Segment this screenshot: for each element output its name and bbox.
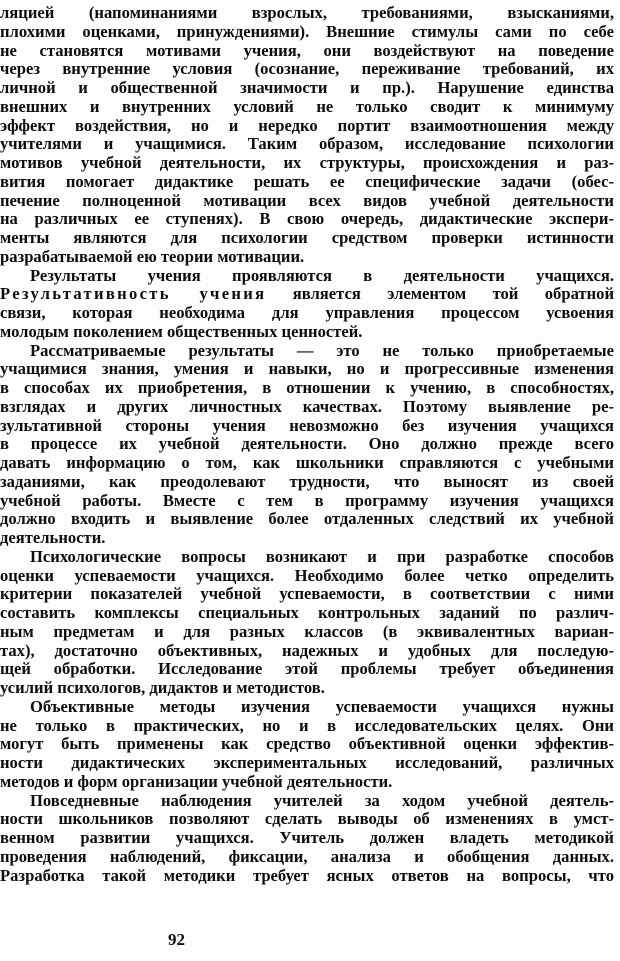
text-line: щей обработки. Исследование этой проблемы требует объединения [0, 659, 614, 679]
body-text [0, 4, 614, 885]
text-line: критерии показателей учебной успеваемости, в соответствии с ними [0, 584, 614, 604]
text-line: проведения наблюдений, фиксации, анализа и обобщения данных. [0, 846, 614, 866]
text-line: должно входить и выявление более отдаленных следствий их учебной [0, 509, 614, 529]
text-line: зультативной стороны учения невозможно без изучения учащихся [0, 415, 614, 435]
text-line: методов и форм организации учебной деятельности. [0, 771, 393, 791]
text-line [0, 285, 614, 304]
text-line: вития помогает дидактике решать ее специфические задачи (обес- [0, 171, 614, 191]
text-line: ности дидактических экспериментальных исследований, различных [0, 753, 614, 772]
text-line: Психологические вопросы возникают и при разработке способов [30, 546, 614, 566]
text-line: на различных ее ступенях). В свою очередь, дидактические экспери- [0, 209, 614, 229]
text-line: менты являются для психологии средством проверки истинности [0, 228, 614, 247]
text-line: могут быть применены как средство объективной оценки эффектив- [0, 734, 614, 754]
text-line: ности школьников позволяют сделать выводы об изменениях в умст- [0, 809, 614, 829]
text-line: ляцией (напоминаниями взрослых, требованиями, взысканиями, [0, 3, 614, 22]
text-line: печение полноценной мотивации всех видов учебной деятельности [0, 190, 614, 210]
text-line: Рассматриваемые результаты — это не только приобретаемые [30, 340, 614, 360]
text-line: через внутренние условия (осознание, переживание требований, их [0, 59, 614, 79]
text-line: не только в практических, но и в исследовательских целях. Они [0, 715, 614, 735]
text-line: мотивов учебной деятельности, их структуры, происхождения и раз- [0, 153, 614, 172]
text-line: не становятся мотивами учения, они воздействуют на поведение [0, 40, 614, 60]
emphasized-term: Результативность учения [0, 284, 267, 304]
text-line: в процессе их учебной деятельности. Оно должно прежде всего [0, 434, 614, 454]
text-line: учителями и учащимися. Таким образом, исследование психологии [0, 134, 614, 154]
text-line: молодым поколением общественных ценностей. [0, 321, 363, 341]
text-line: разрабатываемой ею теории мотивации. [0, 246, 305, 266]
text-line: учащимися знания, умения и навыки, но и прогрессивные изменения [0, 359, 614, 379]
text-line: личной и общественной значимости и пр.). Нарушение единства [0, 78, 614, 97]
text-line: Повседневные наблюдения учителей за ходом учебной деятель- [30, 790, 614, 810]
text-line: внешних и внутренних условий не только сводит к минимуму [0, 96, 614, 116]
text-line: эффект воздействия, но и нередко портит взаимоотношения между [0, 115, 614, 135]
text-line: взглядах и других личностных качествах. Поэтому выявление ре- [0, 396, 614, 416]
text-line: ным предметам и для разных классов (в эквивалентных вариан- [0, 621, 614, 641]
text-line: усилий психологов, дидактов и методистов. [0, 678, 325, 697]
text-line: тах), достаточно объективных, надежных и удобных для последую- [0, 640, 614, 660]
text-line: оценки успеваемости учащихся. Необходимо более четко определить [0, 565, 614, 585]
text-line: давать информацию о том, как школьники справляются с учебными [0, 453, 614, 472]
text-line: учебной работы. Вместе с тем в программу изучения учащихся [0, 490, 614, 510]
text-line: деятельности. [0, 528, 106, 547]
text-line: в способах их приобретения, в отношении к учению, в способностях, [0, 378, 614, 397]
text-line: Разработка такой методики требует ясных ответов на вопросы, что [0, 865, 614, 885]
text-line: плохими оценками, принуждениями). Внешние стимулы сами по себе [0, 21, 614, 41]
text-line: составить комплексы специальных контрольных заданий по различ- [0, 603, 614, 622]
text-line: Объективные методы изучения успеваемости учащихся нужны [30, 696, 614, 716]
text-line: венном развитии учащихся. Учитель должен владеть методикой [0, 828, 614, 847]
text-line: Результаты учения проявляются в деятельности учащихся. [30, 265, 614, 285]
text-line: связи, которая необходима для управления процессом усвоения [0, 303, 614, 322]
page-number: 92 [168, 930, 185, 949]
line-text: является элементом той обратной [266, 284, 615, 304]
text-line: заданиями, как преодолевают трудности, что выносят из своей [0, 471, 614, 491]
